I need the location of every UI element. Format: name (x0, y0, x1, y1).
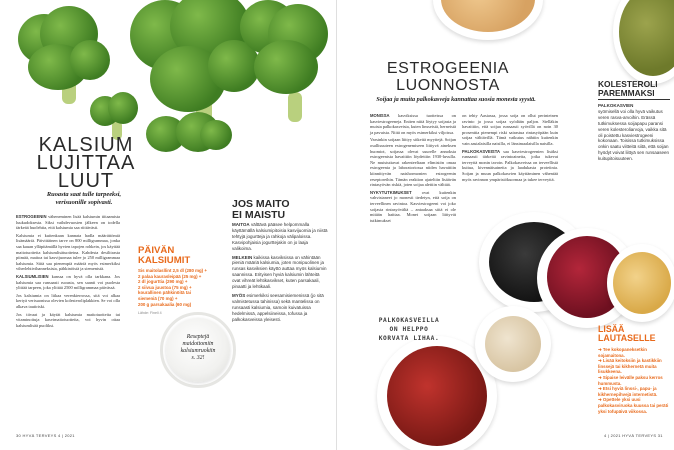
title-line: LUUT (57, 170, 115, 192)
paragraph: Kalsiumia ei kuitenkaan kannata hadla määrättömiä lisämääriä. Päivittäinen tarve on 800 milligrammaa, jonka saa kauan ylläpitämällä hyvien tapojen rohkein, jos käyttää maitotuotteita kalsiumlisätuotteina. Kahdesta desilitrasta piimää, maitoa tai kasvijuomaa tulee jo 250 milligrammaa kalsiumia. Siitä saa pienempiä määriä myös esimerkiksi viherlehtivihanneksista, pähkinöistä ja siemenistä. (16, 232, 120, 272)
article-title-right: ESTROGEENIA LUONNOSTA (386, 60, 510, 94)
list-item: ➜ Etsi hyviä linssi-, papu- ja kikhernepihvejä internetistä. (598, 386, 658, 397)
paragraph: MONISSA kasviksissa tuotteissa on kasviestrogeeneja. Eniten niitä löytyy soijasta ja muista palkokasveista, kuten linsseistä, herneistä ja pavuista. Niitä on myös esimerkiksi viljoissa. (370, 113, 456, 135)
body-column-1 (16, 214, 120, 330)
divider (598, 99, 670, 100)
body-column-right-2 (462, 113, 558, 184)
list-item: ➜ Tee kokopaneksetkin sojamaitona. (598, 347, 647, 358)
title-line: KALSIUM (38, 134, 134, 156)
article-subtitle-right: Soijaa ja muita palkokasveja kannattaa suosia monesta syystä. (376, 96, 536, 103)
paragraph: Jos tiivaat ja käytät kalsiumia maitotuotteita tai vitaminoituja kasvimaitotuotteita, voi hyvin ottaa kalsiumlisää puoliksi. (16, 311, 120, 328)
box-title: PÄIVÄN KALSIUMIT (138, 245, 191, 266)
list-item: ➜ Opettele yksi uusi palkokasviruoka kuussa tai peräti yksi tofupäivä viikossa. (598, 397, 669, 414)
paragraph: ESTROGEENIN väheneminen lisää kalsiumin tiitaamista luukudoksesta. Siksi vaihdevuosien jälkeen on todella tärkeää huolehtia, että kalsiumia saa riittävästi. (16, 214, 120, 231)
article-subtitle: Ruoasta saat tulle tarpeeksi, verisuonille sopivasti. (46, 191, 122, 206)
body-column-right-1 (370, 113, 456, 225)
paragraph: NYKYTUTKIMUKSET ovat kuitenkin vahvistaneet jo monesti tiedetyn, että soija on terveellinen ravintoa. Kasviestrogeeni voi joko soijasta rintasyövältä – antaaksaa siitä ei ole mitään haittaa. Monet soijaan liittyvät tutkimukset (370, 189, 456, 223)
paragraph: KALSIUMLISIEN kanssa on hyvä olla tarkkana. Jos kalsiumia saa runsaasti ruoasta, sen saanti voi puolesta ylittää tarpeen, joka ylittää 2500 milligrammaa päivässä. (16, 273, 120, 291)
page-folio-right: 4 | 2021 HYVÄ TERVEYS 31 (604, 433, 663, 438)
soybeans (613, 252, 671, 314)
sidebar-title: JOS MAITO EI MAISTU (232, 198, 290, 221)
title-line: LUJITTAA (36, 152, 136, 174)
paragraph: Varsinkin soijaan liittyy sitkeitä myyttejä. Soijan osallisuuteen estrogenemiseen liittyvä aineksen huomiot, soijassa olevat suurelle annoksia estrogeenista havaittiin löydettiin 1930-luvulla. Ne muistuttavat rakenteeltaan elimistön omaa estrogeenia ja laboratoriossa niiden havaittiin kiinnittyvän naishormonien estrogeenin reseptoreihin. Tämän reaktion ajateltiin lisäävän rintasyövän riskiä, joten soijaa alettiin välttää. (370, 137, 456, 188)
page-folio: 30 HYVÄ TERVEYS 4 | 2021 (16, 433, 75, 438)
paragraph: PALKOKASVEISTA saa kasviestrogeenien lisäksi runsaasti tärkeitä ravintoaineita, jotka tukevat terveyttä monin tavoin. Palkokasveissa on terveellistä kuitua, kivennäisaineita ja laadukasta proteiinia. Soijan ja muun palkokasvien käyttäminen vähentää myös ravinnon ympäristökuormaa ja tukee terveyttä. (462, 148, 558, 182)
box-source: Lähde: Fineli 4 (138, 311, 162, 315)
tips-title: LISÄÄ LAUTASELLE (598, 324, 656, 344)
article-title (26, 136, 146, 190)
tips-list (598, 347, 672, 414)
list-item: ➜ Sipaise leivälle paksu kerros hummusta. (598, 374, 663, 386)
white-beans (485, 316, 541, 372)
recipe-callout: Reseptejä maidottomiin kalsiumruokiin s. 32! (180, 334, 216, 361)
pull-quote: PALKOKASVEILLA ON HELPPO KORVATA LIHAA. (378, 317, 440, 342)
sidebar-body (232, 222, 328, 323)
paragraph: Jos kalsiumia on liikaa verenkierrossa, sitä voi alkaa kertyä verisuonissa olevien kolesteroliplakkien. Se voi olla alkava tautiriski. (16, 292, 120, 309)
paragraph: on tehty Aasiassa, jossa soija on ollut perinteinen ravinto ja jossa soijaa syödään paljon. Sielläkin havaittiin, että soijaa runsaasti syövillä on noin 30 prosenttia pienempi riski sairastua rintasyöpään kuin soijaa välttävillä. Tämä vaikutus nähtiin kuitenkin vain aasialaisilla naisilla, ei länsimaalaisilla naisilla. (462, 113, 558, 146)
paragraph: MYÖS esimerkiksi seesamisiemenissä (jo sitä valmistetussa tahinissa) sekä mantelissa on runsaasti kalsiumia, samoin kuivatuissa hedelmissä, appelsiineissa, tofussa ja palkokasveissa yleisesti. (232, 292, 324, 322)
red-beans (387, 346, 487, 446)
paragraph: MELKEIN kaikissa kasviksissa on vähintään pieniä määriä kalsiumia, joten monipuolinen ja runsas kasviksien käyttö auttaa myös kalsiumin saannissa. Erityisen hyviä kalsiumin lähteitä ovat vihreät lehtikasvikset, kuten parsakaali, pinaatti ja lehtikaali. (232, 254, 327, 290)
list-item: ➜ Lisää keitoksiin ja kastikkiin linssejä tai kikhernetä muita lisukkeena. (598, 358, 662, 375)
calcium-list: Sis maitolasllint 2,5 dl (280 mg) + 2 palaa kaurasleipää (25 mg) + 2 dl jogurttia (290 mg) + 2 siivua juustoa (75 mg) + kourallinen pähkinöitä tai siemeniä (70 mg) + 200 g parsakaalia (60 mg) (138, 268, 207, 307)
sidebar-title-right: KOLESTEROLI PAREMMAKSI (598, 79, 658, 98)
paragraph: MAITOA välttävä pääsee helpommalla käyttämällä kalsiumipitoisia kasvijuomia ja niistä tehtyjä jogurtteja ja rahkoja välipaloissa. Kasvipohjaisia jogurttejakin on jo laaja valikoima. (232, 222, 328, 251)
sidebar-body-right: PALKOKASVIEN syömisellä voi olla hyvä vaikutus veren rasva-arvoihin. Erässä tutkimuksessa soijapapu paransi veren kolesteroliarvoja, vaikka sitä oli poistettu kasviestrogeeni kokonaan. Toisissa tutkimuksissa onkin saatu viitteitä siitä, että soijan hyödyt voivat liittyä sen runsaaseen kuitupitoisuuteen. (598, 103, 670, 162)
